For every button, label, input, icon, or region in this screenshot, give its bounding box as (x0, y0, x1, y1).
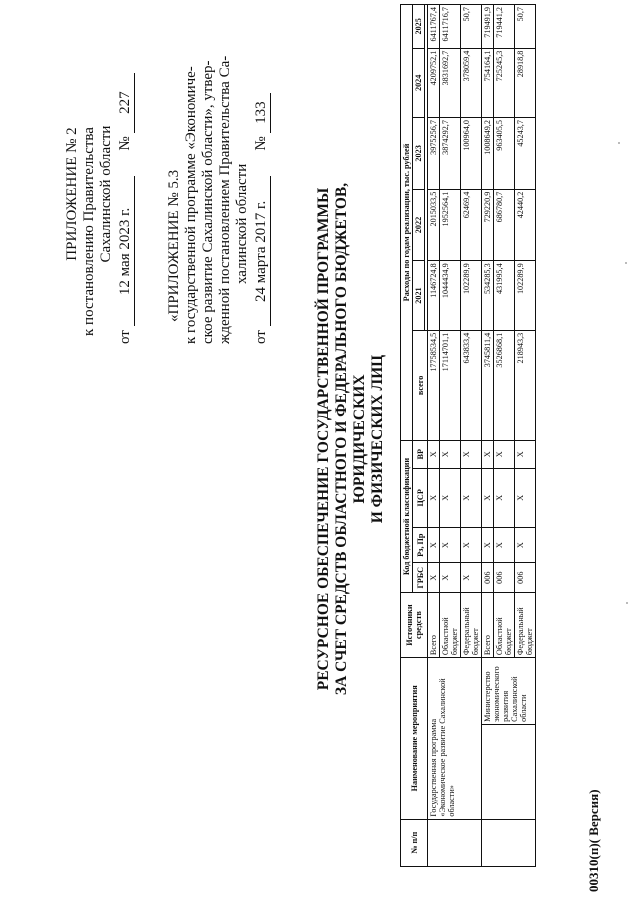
header-rzpr: Рз, Пр (413, 528, 428, 563)
row-vr: Х (440, 440, 461, 468)
appendix-2-line2: Сахалинской области (98, 125, 114, 263)
row-2021: 102289,9 (515, 261, 536, 330)
appendix-2-number: 227 (117, 73, 135, 133)
row-2025: 50,7 (515, 5, 536, 49)
row-2023: 1008649,2 (482, 118, 494, 190)
row-2023: 45243,7 (515, 118, 536, 190)
row-csr: Х (482, 468, 494, 528)
row-2021: 102289,9 (461, 261, 482, 330)
row-2024: 4209752,1 (428, 48, 440, 117)
row-csr: Х (515, 468, 536, 528)
row-2024: 754164,1 (482, 48, 494, 117)
appendix-5-3-num-label: № (253, 136, 269, 151)
row-2023: 963405,5 (494, 118, 515, 190)
row-vr: Х (428, 440, 440, 468)
appendix-2-num-label: № (117, 136, 133, 151)
row-csr: Х (494, 468, 515, 528)
appendix-2-block (64, 44, 135, 344)
scan-speck (625, 262, 627, 264)
row-2022: 1952564,1 (440, 189, 461, 261)
row-2023: 100964,0 (461, 118, 482, 190)
row-2024: 28918,8 (515, 48, 536, 117)
header-name: Наименование мероприятия (401, 658, 428, 820)
appendix-5-3-from-label: от (253, 330, 269, 344)
title-line-3: И ФИЗИЧЕСКИХ ЛИЦ (369, 354, 386, 524)
row-total: 218943,3 (515, 330, 536, 440)
row-total: 3745811,4 (482, 330, 494, 440)
row-2022: 729220,9 (482, 189, 494, 261)
appendix-2-from-label: от (117, 330, 133, 344)
row-2022: 62469,4 (461, 189, 482, 261)
header-year-2024: 2024 (413, 48, 425, 117)
row-rzpr: Х (515, 528, 536, 563)
row-2023: 3975256,7 (428, 118, 440, 190)
row-grbs: 006 (515, 563, 536, 593)
row-rzpr: Х (494, 528, 515, 563)
row-source: Федеральный бюджет (515, 593, 536, 658)
row-csr: Х (428, 468, 440, 528)
row-source: Областной бюджет (494, 593, 515, 658)
header-budget-code: Код бюджетной классификации (401, 440, 413, 592)
row-num (482, 819, 536, 866)
row-csr: Х (461, 468, 482, 528)
appendix-5-3-line4: халинской области (234, 163, 250, 284)
row-grbs: 006 (482, 563, 494, 593)
row-2025: 719491,9 (482, 5, 494, 49)
row-csr: Х (440, 468, 461, 528)
appendix-2-line1: к постановлению Правительства (81, 127, 97, 336)
row-2025: 719441,2 (494, 5, 515, 49)
row-rzpr: Х (482, 528, 494, 563)
row-2021: 431995,4 (494, 261, 515, 330)
ministry-name: Министерство экономического развития Сахалинской области (482, 658, 536, 725)
row-source: Всего (482, 593, 494, 658)
row-total: 17758534,5 (428, 330, 440, 440)
header-total: всего (413, 330, 428, 440)
row-2024: 725245,3 (494, 48, 515, 117)
title-line-1: РЕСУРСНОЕ ОБЕСПЕЧЕНИЕ ГОСУДАРСТВЕННОЙ ПРОГРАММЫ (315, 187, 332, 691)
row-rzpr: Х (461, 528, 482, 563)
row-source: Областной бюджет (440, 593, 461, 658)
appendix-5-3-number: 133 (253, 93, 271, 133)
appendix-5-3-heading: «ПРИЛОЖЕНИЕ № 5.3 (166, 169, 182, 322)
row-total: 643833,4 (461, 330, 482, 440)
row-2024: 378059,4 (461, 48, 482, 117)
appendix-2-date-line (117, 44, 135, 344)
appendix-2-date: 12 мая 2023 г. (117, 176, 135, 326)
header-vr: ВР (413, 440, 428, 468)
header-num: № п/п (401, 819, 428, 866)
row-grbs: Х (428, 563, 440, 593)
row-2021: 1044434,9 (440, 261, 461, 330)
row-2022: 686780,7 (494, 189, 515, 261)
appendix-5-3-date-line (253, 24, 271, 344)
header-grbs: ГРБС (413, 563, 428, 593)
resource-table (400, 4, 536, 867)
appendix-5-3-line1: к государственной программе «Экономиче- (183, 66, 199, 344)
row-2021: 534285,3 (482, 261, 494, 330)
row-2025: 50,7 (461, 5, 482, 49)
table-row (482, 5, 494, 867)
header-year-2023: 2023 (413, 118, 425, 190)
row-2022: 42440,2 (515, 189, 536, 261)
row-source: Всего (428, 593, 440, 658)
row-rzpr: Х (440, 528, 461, 563)
row-rzpr: Х (428, 528, 440, 563)
header-year-2022: 2022 (413, 189, 425, 261)
scan-speck (626, 602, 628, 604)
document-title (315, 169, 387, 709)
appendix-5-3-block (166, 24, 271, 344)
row-vr: Х (494, 440, 515, 468)
row-2025: 6411716,7 (440, 5, 461, 49)
row-2023: 3874292,7 (440, 118, 461, 190)
row-vr: Х (515, 440, 536, 468)
header-expenses: Расходы по годам реализации, тыс. рублей (401, 5, 413, 441)
row-vr: Х (482, 440, 494, 468)
table-row (428, 5, 440, 867)
header-csr: ЦСР (413, 468, 428, 528)
appendix-2-heading: ПРИЛОЖЕНИЕ № 2 (64, 127, 80, 261)
header-year-2021: 2021 (413, 261, 425, 330)
title-line-2: ЗА СЧЕТ СРЕДСТВ ОБЛАСТНОГО И ФЕДЕРАЛЬНОГО БЮДЖЕТОВ, ЮРИДИЧЕСКИХ (333, 182, 368, 696)
row-2021: 1146724,8 (428, 261, 440, 330)
scan-speck (618, 142, 620, 144)
row-num (428, 819, 482, 866)
footer-version: 00310(п)( Версия) (586, 789, 601, 892)
row-total: 17114701,1 (440, 330, 461, 440)
appendix-5-3-line3: жденной постановлением Правительства Са- (217, 55, 233, 344)
row-vr: Х (461, 440, 482, 468)
row-2025: 6411767,4 (428, 5, 440, 49)
row-2022: 2015033,5 (428, 189, 440, 261)
row-source: Федеральный бюджет (461, 593, 482, 658)
row-2024: 3831692,7 (440, 48, 461, 117)
header-source: Источники средств (401, 593, 428, 658)
row-total: 3526868,1 (494, 330, 515, 440)
appendix-5-3-date: 24 марта 2017 г. (253, 176, 271, 326)
program-name: Государственная программа «Экономическое развитие Сахалинской области» (428, 658, 482, 820)
row-grbs: Х (461, 563, 482, 593)
row-grbs: Х (440, 563, 461, 593)
appendix-5-3-line2: ское развитие Сахалинской области», утвер- (200, 60, 216, 344)
header-year-2025: 2025 (413, 5, 425, 49)
row-empty (482, 724, 536, 819)
row-grbs: 006 (494, 563, 515, 593)
